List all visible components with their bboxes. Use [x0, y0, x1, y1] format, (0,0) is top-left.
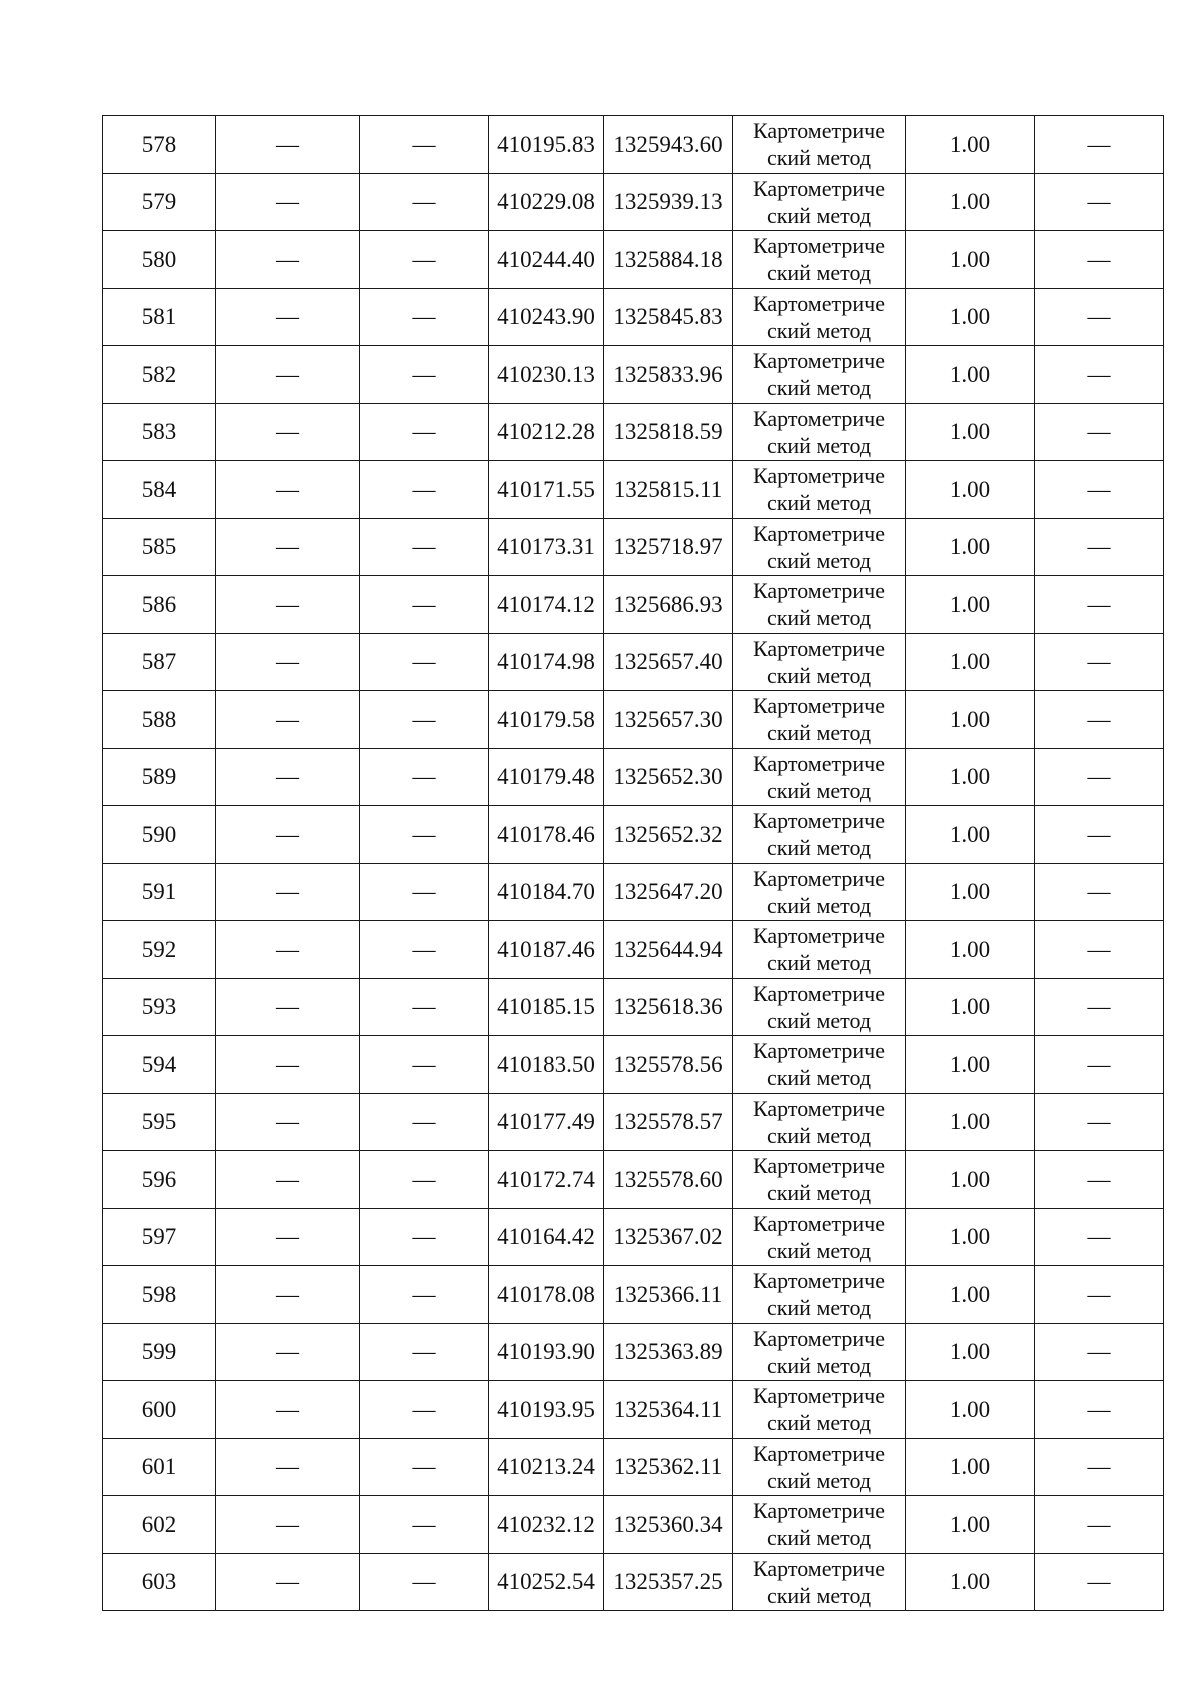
method-cell: Картометриче ский метод	[733, 921, 906, 979]
empty-dash-cell: —	[216, 576, 360, 634]
empty-dash-cell: —	[360, 1381, 489, 1439]
empty-dash-cell: —	[1035, 576, 1164, 634]
empty-dash-cell: —	[360, 1266, 489, 1324]
empty-dash-cell: —	[216, 921, 360, 979]
x-coordinate-cell: 410172.74	[489, 1151, 604, 1209]
empty-dash-cell: —	[360, 288, 489, 346]
y-coordinate-cell: 1325833.96	[604, 346, 733, 404]
empty-dash-cell: —	[1035, 1496, 1164, 1554]
empty-dash-cell: —	[360, 116, 489, 174]
x-coordinate-cell: 410213.24	[489, 1438, 604, 1496]
point-number-cell: 598	[103, 1266, 216, 1324]
empty-dash-cell: —	[1035, 1381, 1164, 1439]
method-cell: Картометриче ский метод	[733, 748, 906, 806]
y-coordinate-cell: 1325652.32	[604, 806, 733, 864]
y-coordinate-cell: 1325367.02	[604, 1208, 733, 1266]
point-number-cell: 600	[103, 1381, 216, 1439]
point-number-cell: 592	[103, 921, 216, 979]
point-number-cell: 579	[103, 173, 216, 231]
accuracy-cell: 1.00	[906, 1036, 1035, 1094]
method-cell: Картометриче ский метод	[733, 461, 906, 519]
x-coordinate-cell: 410232.12	[489, 1496, 604, 1554]
empty-dash-cell: —	[216, 1093, 360, 1151]
point-number-cell: 591	[103, 863, 216, 921]
accuracy-cell: 1.00	[906, 748, 1035, 806]
method-cell: Картометриче ский метод	[733, 173, 906, 231]
empty-dash-cell: —	[216, 1438, 360, 1496]
y-coordinate-cell: 1325360.34	[604, 1496, 733, 1554]
empty-dash-cell: —	[1035, 1553, 1164, 1611]
method-cell: Картометриче ский метод	[733, 1208, 906, 1266]
table-row	[103, 116, 1164, 174]
empty-dash-cell: —	[216, 978, 360, 1036]
accuracy-cell: 1.00	[906, 1093, 1035, 1151]
method-cell: Картометриче ский метод	[733, 1553, 906, 1611]
empty-dash-cell: —	[216, 1266, 360, 1324]
empty-dash-cell: —	[1035, 863, 1164, 921]
empty-dash-cell: —	[360, 461, 489, 519]
accuracy-cell: 1.00	[906, 863, 1035, 921]
y-coordinate-cell: 1325578.57	[604, 1093, 733, 1151]
point-number-cell: 578	[103, 116, 216, 174]
y-coordinate-cell: 1325943.60	[604, 116, 733, 174]
table-row	[103, 346, 1164, 404]
x-coordinate-cell: 410187.46	[489, 921, 604, 979]
empty-dash-cell: —	[1035, 231, 1164, 289]
accuracy-cell: 1.00	[906, 518, 1035, 576]
empty-dash-cell: —	[216, 806, 360, 864]
empty-dash-cell: —	[360, 691, 489, 749]
empty-dash-cell: —	[1035, 748, 1164, 806]
y-coordinate-cell: 1325818.59	[604, 403, 733, 461]
accuracy-cell: 1.00	[906, 576, 1035, 634]
point-number-cell: 586	[103, 576, 216, 634]
empty-dash-cell: —	[360, 748, 489, 806]
empty-dash-cell: —	[1035, 403, 1164, 461]
empty-dash-cell: —	[216, 1151, 360, 1209]
empty-dash-cell: —	[216, 1381, 360, 1439]
empty-dash-cell: —	[360, 1553, 489, 1611]
empty-dash-cell: —	[1035, 346, 1164, 404]
accuracy-cell: 1.00	[906, 1323, 1035, 1381]
empty-dash-cell: —	[1035, 1151, 1164, 1209]
table-row	[103, 1151, 1164, 1209]
x-coordinate-cell: 410243.90	[489, 288, 604, 346]
method-cell: Картометриче ский метод	[733, 1151, 906, 1209]
empty-dash-cell: —	[360, 1323, 489, 1381]
y-coordinate-cell: 1325578.60	[604, 1151, 733, 1209]
point-number-cell: 588	[103, 691, 216, 749]
empty-dash-cell: —	[1035, 1438, 1164, 1496]
method-cell: Картометриче ский метод	[733, 576, 906, 634]
empty-dash-cell: —	[216, 116, 360, 174]
y-coordinate-cell: 1325644.94	[604, 921, 733, 979]
point-number-cell: 597	[103, 1208, 216, 1266]
accuracy-cell: 1.00	[906, 288, 1035, 346]
empty-dash-cell: —	[1035, 1093, 1164, 1151]
accuracy-cell: 1.00	[906, 461, 1035, 519]
empty-dash-cell: —	[216, 1036, 360, 1094]
accuracy-cell: 1.00	[906, 1381, 1035, 1439]
y-coordinate-cell: 1325618.36	[604, 978, 733, 1036]
y-coordinate-cell: 1325718.97	[604, 518, 733, 576]
table-row	[103, 288, 1164, 346]
table-row	[103, 1323, 1164, 1381]
point-number-cell: 582	[103, 346, 216, 404]
table-row	[103, 576, 1164, 634]
point-number-cell: 594	[103, 1036, 216, 1094]
y-coordinate-cell: 1325362.11	[604, 1438, 733, 1496]
table-row	[103, 1496, 1164, 1554]
method-cell: Картометриче ский метод	[733, 1036, 906, 1094]
table-row	[103, 1553, 1164, 1611]
empty-dash-cell: —	[216, 748, 360, 806]
table-row	[103, 978, 1164, 1036]
empty-dash-cell: —	[216, 1553, 360, 1611]
method-cell: Картометриче ский метод	[733, 403, 906, 461]
empty-dash-cell: —	[216, 461, 360, 519]
empty-dash-cell: —	[1035, 691, 1164, 749]
method-cell: Картометриче ский метод	[733, 691, 906, 749]
empty-dash-cell: —	[216, 231, 360, 289]
accuracy-cell: 1.00	[906, 921, 1035, 979]
accuracy-cell: 1.00	[906, 1151, 1035, 1209]
empty-dash-cell: —	[1035, 1036, 1164, 1094]
table-body	[103, 116, 1164, 1611]
point-number-cell: 583	[103, 403, 216, 461]
y-coordinate-cell: 1325366.11	[604, 1266, 733, 1324]
empty-dash-cell: —	[360, 403, 489, 461]
empty-dash-cell: —	[360, 633, 489, 691]
empty-dash-cell: —	[1035, 173, 1164, 231]
empty-dash-cell: —	[1035, 1323, 1164, 1381]
accuracy-cell: 1.00	[906, 1496, 1035, 1554]
point-number-cell: 580	[103, 231, 216, 289]
table-row	[103, 806, 1164, 864]
method-cell: Картометриче ский метод	[733, 978, 906, 1036]
table-row	[103, 1381, 1164, 1439]
empty-dash-cell: —	[1035, 978, 1164, 1036]
accuracy-cell: 1.00	[906, 403, 1035, 461]
table-row	[103, 633, 1164, 691]
point-number-cell: 584	[103, 461, 216, 519]
x-coordinate-cell: 410173.31	[489, 518, 604, 576]
x-coordinate-cell: 410178.46	[489, 806, 604, 864]
x-coordinate-cell: 410171.55	[489, 461, 604, 519]
empty-dash-cell: —	[1035, 806, 1164, 864]
table-row	[103, 231, 1164, 289]
method-cell: Картометриче ский метод	[733, 518, 906, 576]
empty-dash-cell: —	[216, 863, 360, 921]
table-row	[103, 863, 1164, 921]
empty-dash-cell: —	[216, 173, 360, 231]
empty-dash-cell: —	[216, 518, 360, 576]
method-cell: Картометриче ский метод	[733, 633, 906, 691]
empty-dash-cell: —	[360, 978, 489, 1036]
point-number-cell: 602	[103, 1496, 216, 1554]
point-number-cell: 595	[103, 1093, 216, 1151]
empty-dash-cell: —	[216, 633, 360, 691]
empty-dash-cell: —	[216, 288, 360, 346]
point-number-cell: 585	[103, 518, 216, 576]
empty-dash-cell: —	[360, 576, 489, 634]
empty-dash-cell: —	[360, 863, 489, 921]
empty-dash-cell: —	[360, 1151, 489, 1209]
x-coordinate-cell: 410193.90	[489, 1323, 604, 1381]
method-cell: Картометриче ский метод	[733, 806, 906, 864]
table-row	[103, 173, 1164, 231]
x-coordinate-cell: 410178.08	[489, 1266, 604, 1324]
x-coordinate-cell: 410179.58	[489, 691, 604, 749]
x-coordinate-cell: 410174.98	[489, 633, 604, 691]
empty-dash-cell: —	[360, 1036, 489, 1094]
empty-dash-cell: —	[1035, 116, 1164, 174]
x-coordinate-cell: 410193.95	[489, 1381, 604, 1439]
method-cell: Картометриче ский метод	[733, 1266, 906, 1324]
table-row	[103, 1266, 1164, 1324]
point-number-cell: 581	[103, 288, 216, 346]
empty-dash-cell: —	[360, 806, 489, 864]
empty-dash-cell: —	[216, 1496, 360, 1554]
x-coordinate-cell: 410230.13	[489, 346, 604, 404]
empty-dash-cell: —	[360, 1208, 489, 1266]
y-coordinate-cell: 1325647.20	[604, 863, 733, 921]
table-row	[103, 403, 1164, 461]
point-number-cell: 593	[103, 978, 216, 1036]
empty-dash-cell: —	[360, 173, 489, 231]
method-cell: Картометриче ский метод	[733, 116, 906, 174]
y-coordinate-cell: 1325657.40	[604, 633, 733, 691]
point-number-cell: 590	[103, 806, 216, 864]
method-cell: Картометриче ский метод	[733, 231, 906, 289]
table-row	[103, 921, 1164, 979]
accuracy-cell: 1.00	[906, 691, 1035, 749]
accuracy-cell: 1.00	[906, 1208, 1035, 1266]
accuracy-cell: 1.00	[906, 1553, 1035, 1611]
empty-dash-cell: —	[360, 1093, 489, 1151]
method-cell: Картометриче ский метод	[733, 1323, 906, 1381]
y-coordinate-cell: 1325578.56	[604, 1036, 733, 1094]
x-coordinate-cell: 410184.70	[489, 863, 604, 921]
y-coordinate-cell: 1325815.11	[604, 461, 733, 519]
x-coordinate-cell: 410252.54	[489, 1553, 604, 1611]
empty-dash-cell: —	[216, 691, 360, 749]
method-cell: Картометриче ский метод	[733, 1496, 906, 1554]
accuracy-cell: 1.00	[906, 633, 1035, 691]
accuracy-cell: 1.00	[906, 806, 1035, 864]
table-row	[103, 518, 1164, 576]
accuracy-cell: 1.00	[906, 1438, 1035, 1496]
empty-dash-cell: —	[360, 231, 489, 289]
accuracy-cell: 1.00	[906, 978, 1035, 1036]
empty-dash-cell: —	[1035, 633, 1164, 691]
accuracy-cell: 1.00	[906, 346, 1035, 404]
empty-dash-cell: —	[1035, 288, 1164, 346]
empty-dash-cell: —	[1035, 461, 1164, 519]
empty-dash-cell: —	[216, 346, 360, 404]
method-cell: Картометриче ский метод	[733, 1381, 906, 1439]
empty-dash-cell: —	[1035, 921, 1164, 979]
point-number-cell: 589	[103, 748, 216, 806]
method-cell: Картометриче ский метод	[733, 1093, 906, 1151]
empty-dash-cell: —	[360, 1496, 489, 1554]
x-coordinate-cell: 410177.49	[489, 1093, 604, 1151]
method-cell: Картометриче ский метод	[733, 1438, 906, 1496]
table-row	[103, 748, 1164, 806]
empty-dash-cell: —	[360, 1438, 489, 1496]
accuracy-cell: 1.00	[906, 1266, 1035, 1324]
empty-dash-cell: —	[1035, 518, 1164, 576]
x-coordinate-cell: 410185.15	[489, 978, 604, 1036]
x-coordinate-cell: 410179.48	[489, 748, 604, 806]
empty-dash-cell: —	[216, 1323, 360, 1381]
y-coordinate-cell: 1325845.83	[604, 288, 733, 346]
method-cell: Картометриче ский метод	[733, 863, 906, 921]
table-row	[103, 1093, 1164, 1151]
y-coordinate-cell: 1325652.30	[604, 748, 733, 806]
table-row	[103, 691, 1164, 749]
table-row	[103, 1208, 1164, 1266]
x-coordinate-cell: 410174.12	[489, 576, 604, 634]
x-coordinate-cell: 410183.50	[489, 1036, 604, 1094]
accuracy-cell: 1.00	[906, 116, 1035, 174]
empty-dash-cell: —	[360, 921, 489, 979]
table-row	[103, 1438, 1164, 1496]
x-coordinate-cell: 410244.40	[489, 231, 604, 289]
x-coordinate-cell: 410164.42	[489, 1208, 604, 1266]
empty-dash-cell: —	[216, 1208, 360, 1266]
empty-dash-cell: —	[216, 403, 360, 461]
point-number-cell: 599	[103, 1323, 216, 1381]
method-cell: Картометриче ский метод	[733, 346, 906, 404]
point-number-cell: 601	[103, 1438, 216, 1496]
empty-dash-cell: —	[360, 518, 489, 576]
x-coordinate-cell: 410212.28	[489, 403, 604, 461]
y-coordinate-cell: 1325657.30	[604, 691, 733, 749]
point-number-cell: 603	[103, 1553, 216, 1611]
point-number-cell: 587	[103, 633, 216, 691]
coordinates-table	[102, 115, 1164, 1611]
accuracy-cell: 1.00	[906, 231, 1035, 289]
y-coordinate-cell: 1325884.18	[604, 231, 733, 289]
y-coordinate-cell: 1325364.11	[604, 1381, 733, 1439]
method-cell: Картометриче ский метод	[733, 288, 906, 346]
point-number-cell: 596	[103, 1151, 216, 1209]
y-coordinate-cell: 1325357.25	[604, 1553, 733, 1611]
table-row	[103, 461, 1164, 519]
x-coordinate-cell: 410195.83	[489, 116, 604, 174]
empty-dash-cell: —	[1035, 1266, 1164, 1324]
empty-dash-cell: —	[360, 346, 489, 404]
y-coordinate-cell: 1325686.93	[604, 576, 733, 634]
table-row	[103, 1036, 1164, 1094]
empty-dash-cell: —	[1035, 1208, 1164, 1266]
accuracy-cell: 1.00	[906, 173, 1035, 231]
y-coordinate-cell: 1325363.89	[604, 1323, 733, 1381]
y-coordinate-cell: 1325939.13	[604, 173, 733, 231]
x-coordinate-cell: 410229.08	[489, 173, 604, 231]
